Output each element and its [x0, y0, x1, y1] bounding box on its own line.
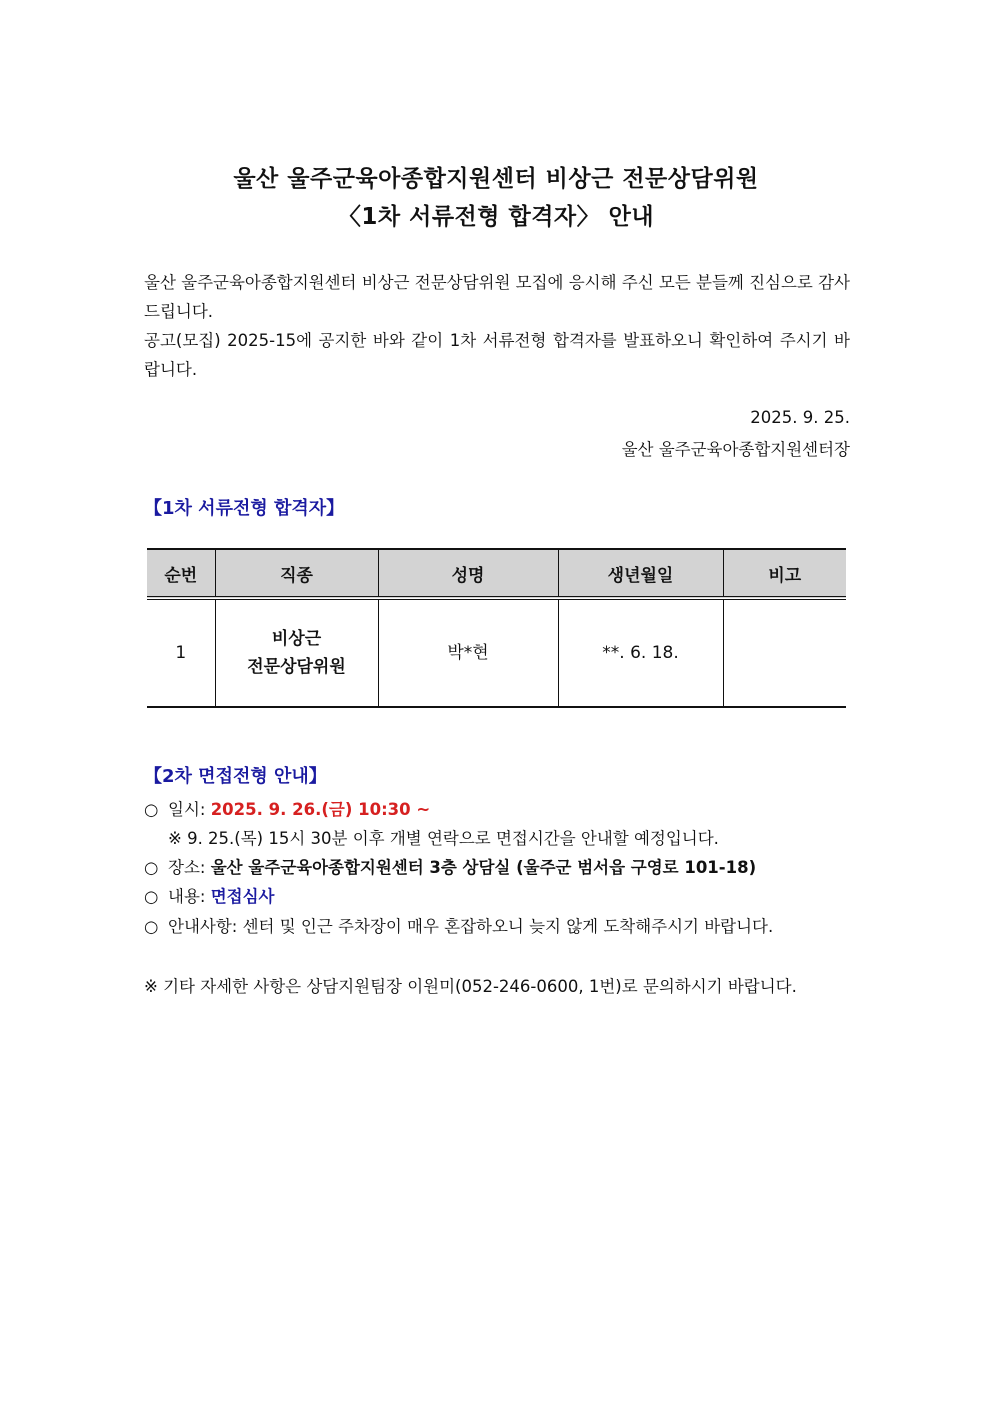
cell-birth: **. 6. 18. — [558, 598, 723, 707]
datetime-label: 일시: — [168, 800, 206, 819]
interview-place-line — [144, 854, 756, 878]
cell-job-line2: 전문상담위원 — [247, 657, 346, 677]
interview-datetime-note: ※ 9. 25.(목) 15시 30분 이후 개별 연락으로 면접시간을 안내할 예정입니다. — [168, 829, 719, 848]
content-value: 면접심사 — [210, 887, 275, 906]
passers-table — [147, 548, 846, 708]
bullet-circle: ○ — [144, 800, 159, 819]
bullet-circle: ○ — [144, 887, 159, 906]
header-cell-note: 비고 — [723, 549, 846, 598]
cell-job — [215, 598, 378, 707]
cell-no: 1 — [147, 598, 215, 707]
table-row — [147, 598, 846, 707]
cell-note — [723, 598, 846, 707]
cell-job-line1: 비상근 — [271, 629, 322, 649]
header-cell-birth: 생년월일 — [558, 549, 723, 598]
interview-datetime-line — [144, 796, 430, 820]
document-title-line1: 울산 울주군육아종합지원센터 비상근 전문상담위원 — [233, 166, 759, 192]
header-cell-no: 순번 — [147, 549, 215, 598]
intro-paragraph-2: 공고(모집) 2025-15에 공지한 바와 같이 1차 서류전형 합격자를 발표하오니 확인하여 주시기 바랍니다. — [144, 331, 850, 379]
section-heading-document-screening: 【1차 서류전형 합격자】 — [144, 498, 345, 519]
interview-content-line — [144, 883, 274, 907]
intro-paragraph-1: 울산 울주군육아종합지원센터 비상근 전문상담위원 모집에 응시해 주신 모든 분들께 진심으로 감사드립니다. — [144, 273, 850, 321]
section-heading-interview: 【2차 면접전형 안내】 — [144, 766, 327, 787]
announcement-date: 2025. 9. 25. — [750, 408, 850, 427]
datetime-value: 2025. 9. 26.(금) 10:30 ~ — [210, 800, 431, 819]
issuing-organization: 울산 울주군육아종합지원센터장 — [621, 440, 850, 459]
document-title-line2: 〈1차 서류전형 합격자〉 안내 — [337, 204, 655, 230]
header-cell-name: 성명 — [378, 549, 558, 598]
bullet-circle: ○ — [144, 917, 159, 936]
table-header-row — [147, 549, 846, 598]
content-label: 내용: — [168, 887, 206, 906]
notice-label: 안내사항: — [168, 917, 238, 936]
cell-name: 박*현 — [378, 598, 558, 707]
header-cell-job: 직종 — [215, 549, 378, 598]
place-label: 장소: — [168, 858, 206, 877]
notice-value: 센터 및 인근 주차장이 매우 혼잡하오니 늦지 않게 도착해주시기 바랍니다. — [242, 917, 774, 936]
interview-notice-line — [144, 913, 773, 937]
footer-contact-note: ※ 기타 자세한 사항은 상담지원팀장 이원미(052-246-0600, 1번)로 문의하시기 바랍니다. — [144, 977, 797, 996]
bullet-circle: ○ — [144, 858, 159, 877]
place-value: 울산 울주군육아종합지원센터 3층 상담실 (울주군 범서읍 구영로 101-18) — [210, 858, 757, 877]
